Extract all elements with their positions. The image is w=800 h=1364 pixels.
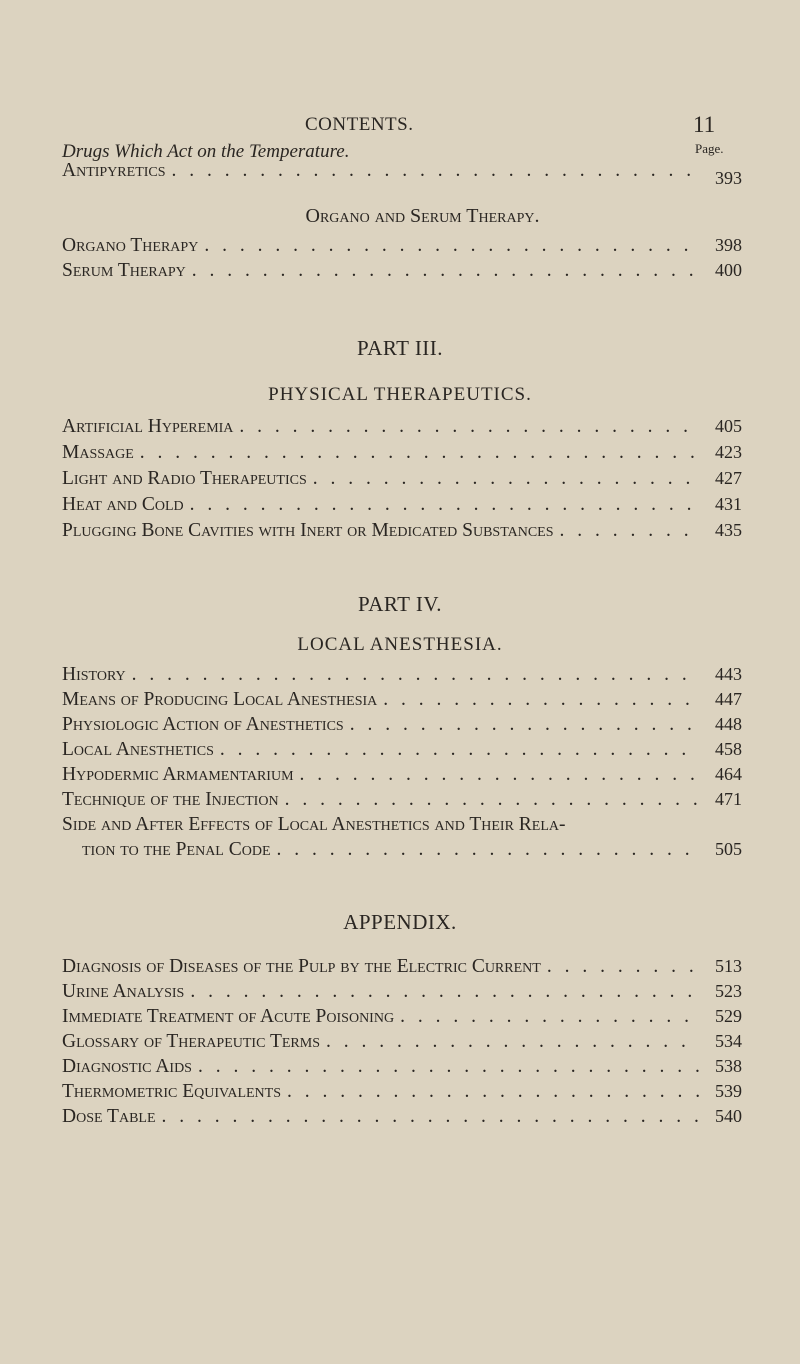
toc-entry-page: 464	[715, 764, 742, 784]
toc-entry-title: Thermometric Equivalents	[62, 1081, 281, 1102]
section-heading-temperature: Drugs Which Act on the Temperature.	[62, 141, 350, 162]
page-column-label: Page.	[695, 141, 724, 156]
toc-entry-title: Diagnosis of Diseases of the Pulp by the Electric Current	[62, 956, 541, 977]
toc-entry-means-local-anesthesia[interactable]	[62, 689, 742, 715]
toc-entry-immediate-treatment[interactable]	[62, 1006, 742, 1032]
part-three-subtitle: PHYSICAL THERAPEUTICS.	[268, 384, 532, 405]
toc-entry-diagnostic-aids[interactable]	[62, 1056, 742, 1082]
toc-entry-antipyretics[interactable]	[62, 160, 742, 186]
dot-leader	[277, 839, 700, 861]
dot-leader	[285, 789, 700, 811]
toc-entry-dose-table[interactable]	[62, 1106, 742, 1132]
toc-entry-organo-therapy[interactable]	[62, 235, 742, 261]
page-number: 11	[693, 112, 716, 137]
toc-entry-page: 539	[715, 1081, 742, 1101]
toc-entry-title: Organo Therapy	[62, 235, 199, 256]
toc-entry-title: Dose Table	[62, 1106, 156, 1127]
section-heading-organo-serum: Organo and Serum Therapy.	[305, 205, 540, 227]
toc-entry-page: 505	[715, 839, 742, 859]
toc-entry-page: 471	[715, 789, 742, 809]
dot-leader	[383, 689, 700, 711]
toc-entry-plugging-bone[interactable]	[62, 520, 742, 546]
toc-entry-title: Immediate Treatment of Acute Poisoning	[62, 1006, 395, 1027]
toc-entry-title: History	[62, 664, 126, 685]
part-four-subtitle: LOCAL ANESTHESIA.	[297, 634, 503, 655]
toc-entry-glossary[interactable]	[62, 1031, 742, 1057]
toc-entry-page: 443	[715, 664, 742, 684]
toc-entry-title: Artificial Hyperemia	[62, 416, 234, 437]
toc-entry-title: Physiologic Action of Anesthetics	[62, 714, 344, 735]
toc-entry-heat-cold[interactable]	[62, 494, 742, 520]
dot-leader	[560, 520, 700, 542]
toc-entry-light-radio[interactable]	[62, 468, 742, 494]
toc-entry-page: 447	[715, 689, 742, 709]
toc-entry-title: Massage	[62, 442, 134, 463]
dot-leader	[162, 1106, 700, 1128]
toc-entry-page: 534	[715, 1031, 742, 1051]
dot-leader	[350, 714, 700, 736]
dot-leader	[140, 442, 700, 464]
toc-entry-title: Urine Analysis	[62, 981, 185, 1002]
toc-entry-title: Heat and Cold	[62, 494, 184, 515]
toc-entry-page: 398	[715, 235, 742, 255]
toc-entry-title: Glossary of Therapeutic Terms	[62, 1031, 320, 1052]
part-three-title: PART III.	[356, 336, 444, 360]
toc-entry-page: 400	[715, 260, 742, 280]
dot-leader	[287, 1081, 700, 1103]
toc-entry-title: Antipyretics	[62, 160, 166, 181]
toc-entry-title: Serum Therapy	[62, 260, 186, 281]
toc-entry-title: Hypodermic Armamentarium	[62, 764, 294, 785]
dot-leader	[326, 1031, 700, 1053]
toc-entry-title: Light and Radio Therapeutics	[62, 468, 307, 489]
toc-entry-thermometric-equivalents[interactable]	[62, 1081, 742, 1107]
toc-entry-title: Means of Producing Local Anesthesia	[62, 689, 378, 710]
toc-entry-page: 431	[715, 494, 742, 514]
toc-entry-massage[interactable]	[62, 442, 742, 468]
toc-entry-hypodermic-armamentarium[interactable]	[62, 764, 742, 790]
dot-leader	[190, 981, 700, 1003]
toc-entry-page: 448	[715, 714, 742, 734]
dot-leader	[204, 235, 700, 257]
toc-entry-page: 393	[715, 168, 742, 188]
dot-leader	[300, 764, 700, 786]
toc-entry-title: tion to the Penal Code	[82, 839, 271, 860]
dot-leader	[198, 1056, 700, 1078]
dot-leader	[239, 416, 700, 438]
dot-leader	[172, 160, 700, 182]
toc-entry-history[interactable]	[62, 664, 742, 690]
toc-entry-title: Technique of the Injection	[62, 789, 279, 810]
page-header-title: CONTENTS.	[305, 114, 414, 135]
dot-leader	[192, 260, 700, 282]
dot-leader	[132, 664, 700, 686]
dot-leader	[220, 739, 700, 761]
toc-entry-diagnosis-pulp[interactable]	[62, 956, 742, 982]
toc-entry-side-effects-line1[interactable]: Side and After Effects of Local Anesthetics and Their Rela-	[62, 814, 566, 835]
toc-entry-technique-injection[interactable]	[62, 789, 742, 815]
dot-leader	[190, 494, 700, 516]
toc-entry-page: 523	[715, 981, 742, 1001]
toc-entry-page: 458	[715, 739, 742, 759]
toc-entry-artificial-hyperemia[interactable]	[62, 416, 742, 442]
toc-entry-page: 435	[715, 520, 742, 540]
toc-entry-title: Plugging Bone Cavities with Inert or Medicated Substances	[62, 520, 554, 541]
toc-entry-title: Diagnostic Aids	[62, 1056, 192, 1077]
toc-entry-page: 538	[715, 1056, 742, 1076]
toc-entry-page: 427	[715, 468, 742, 488]
toc-entry-side-effects-line2[interactable]	[82, 839, 742, 865]
appendix-title: APPENDIX.	[343, 910, 457, 934]
toc-entry-page: 529	[715, 1006, 742, 1026]
toc-entry-page: 423	[715, 442, 742, 462]
dot-leader	[313, 468, 700, 490]
dot-leader	[547, 956, 700, 978]
toc-entry-urine-analysis[interactable]	[62, 981, 742, 1007]
toc-entry-serum-therapy[interactable]	[62, 260, 742, 286]
toc-entry-page: 513	[715, 956, 742, 976]
toc-entry-page: 540	[715, 1106, 742, 1126]
toc-entry-physiologic-action[interactable]	[62, 714, 742, 740]
toc-entry-page: 405	[715, 416, 742, 436]
toc-entry-title: Local Anesthetics	[62, 739, 214, 760]
toc-entry-local-anesthetics[interactable]	[62, 739, 742, 765]
part-four-title: PART IV.	[357, 592, 443, 616]
dot-leader	[400, 1006, 700, 1028]
